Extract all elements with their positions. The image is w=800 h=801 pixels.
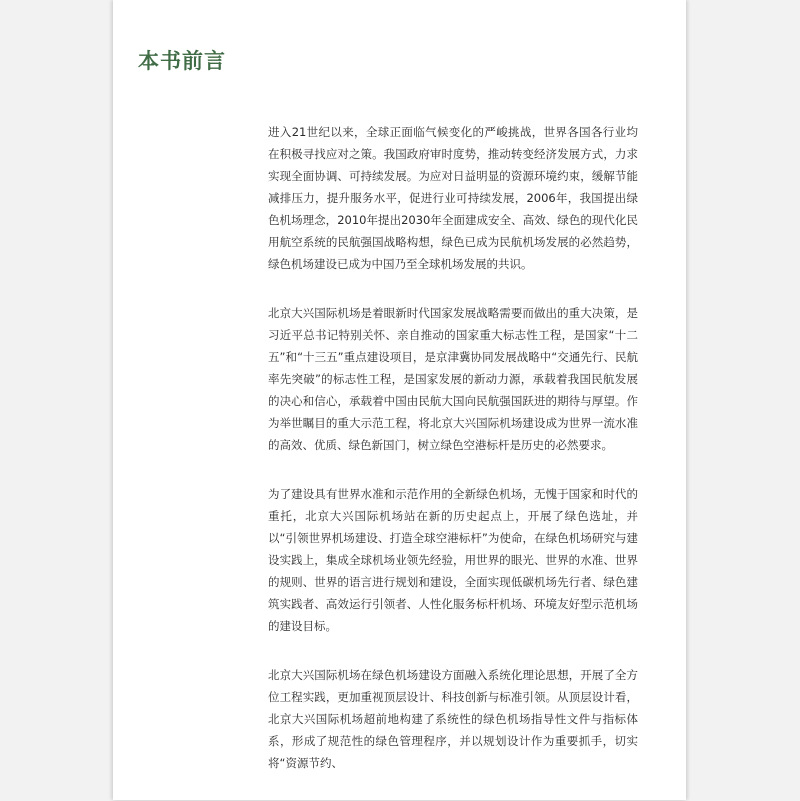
body-text — [268, 121, 638, 801]
paragraph-1: 进入21世纪以来，全球正面临气候变化的严峻挑战，世界各国各行业均在积极寻找应对之策。我国政府审时度势，推动转变经济发展方式，力求实现全面协调、可持续发展。为应对日益明显的资源环境约束，缓解节能减排压力，提升服务水平，促进行业可持续发展，2006年，我国提出绿色机场理念，2010年提出2030年全面建成安全、高效、绿色的现代化民用航空系统的民航强国战略构想，绿色已成为民航机场发展的必然趋势，绿色机场建设已成为中国乃至全球机场发展的共识。 — [268, 125, 638, 271]
paragraph-4: 北京大兴国际机场在绿色机场建设方面融入系统化理论思想，开展了全方位工程实践，更加重视顶层设计、科技创新与标准引领。从顶层设计看，北京大兴国际机场超前地构建了系统性的绿色机场指导性文件与指标体系，形成了规范性的绿色管理程序，并以规划设计作为重要抓手，切实将“资源节约、 — [268, 668, 638, 770]
paragraph-2: 北京大兴国际机场是着眼新时代国家发展战略需要而做出的重大决策，是习近平总书记特别关怀、亲自推动的国家重大标志性工程，是国家“十二五”和“十三五”重点建设项目，是京津冀协同发展战略中“交通先行、民航率先突破”的标志性工程，是国家发展的新动力源，承载着我国民航发展的决心和信心，承载着中国由民航大国向民航强国跃进的期待与厚望。作为举世瞩目的重大示范工程，将北京大兴国际机场建设成为世界一流水准的高效、优质、绿色新国门，树立绿色空港标杆是历史的必然要求。 — [268, 306, 638, 452]
page-title: 本书前言 — [138, 49, 226, 73]
paragraph-3: 为了建设具有世界水准和示范作用的全新绿色机场，无愧于国家和时代的重托，北京大兴国际机场站在新的历史起点上，开展了绿色选址，并以“引领世界机场建设、打造全球空港标杆”为使命，在绿色机场研究与建设实践上，集成全球机场业领先经验，用世界的眼光、世界的水准、世界的规则、世界的语言进行规划和建设，全面实现低碳机场先行者、绿色建筑实践者、高效运行引领者、人性化服务标杆机场、环境友好型示范机场的建设目标。 — [268, 487, 638, 633]
document-page — [113, 0, 686, 800]
